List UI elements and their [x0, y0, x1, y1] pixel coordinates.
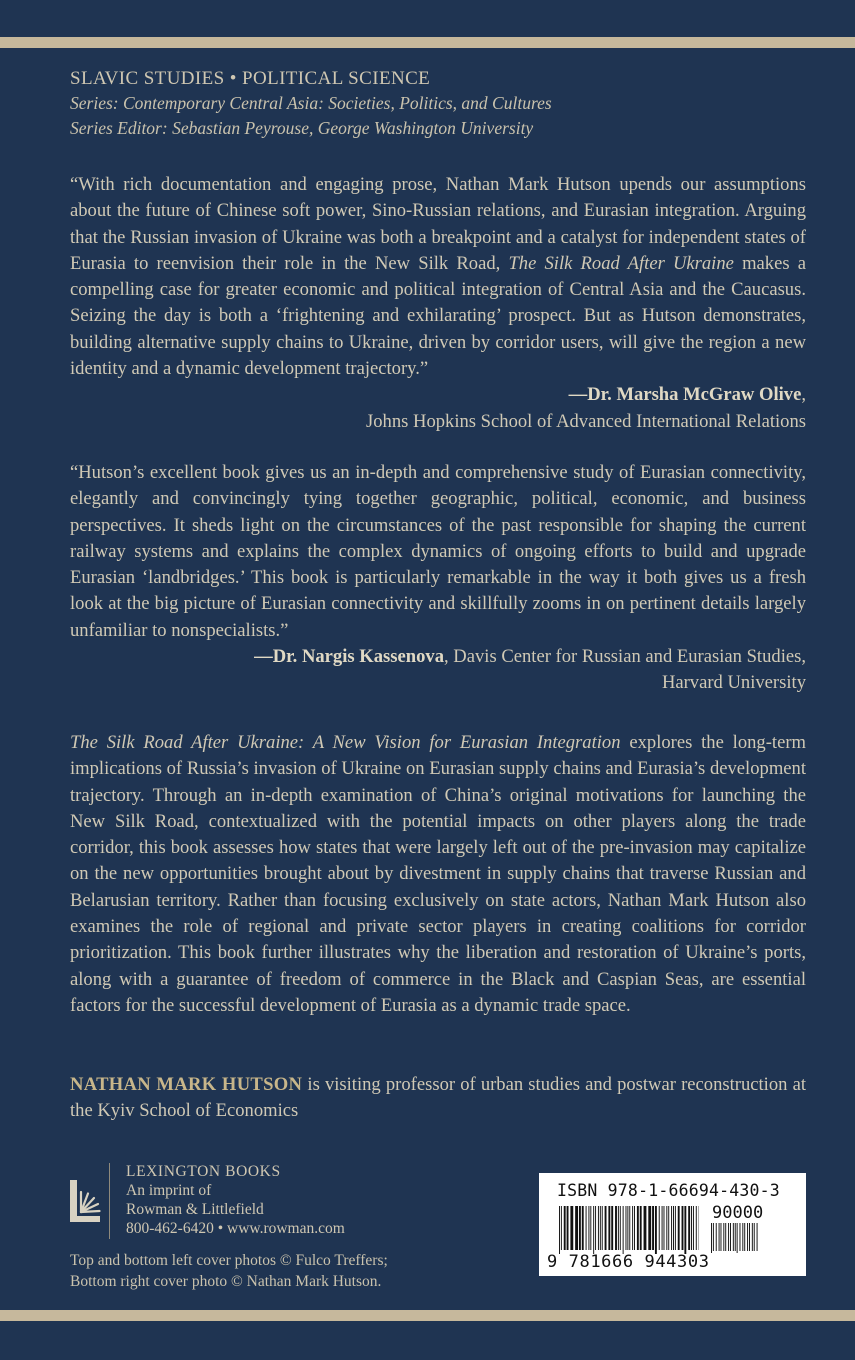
- barcode-bar: [608, 1206, 610, 1250]
- endorsement-1-affiliation: Johns Hopkins School of Advanced International Relations: [366, 410, 806, 432]
- series-editor: Series Editor: Sebastian Peyrouse, George Washington University: [70, 118, 534, 138]
- book-description: [70, 730, 806, 1019]
- barcode-bar: [575, 1206, 578, 1250]
- barcode-bar: [627, 1206, 628, 1250]
- barcode-bar: [725, 1223, 726, 1251]
- barcode-bar: [664, 1206, 665, 1250]
- barcode-bar: [688, 1206, 690, 1250]
- barcode-bar: [721, 1223, 722, 1251]
- lexington-sunburst-logo-icon: [68, 1178, 102, 1224]
- barcode-bar: [682, 1206, 684, 1250]
- barcode-bar: [740, 1223, 741, 1251]
- barcode-bar: [735, 1223, 736, 1251]
- barcode-bar: [652, 1206, 654, 1250]
- barcode-bar: [588, 1206, 589, 1250]
- barcode-bar: [600, 1206, 601, 1250]
- barcode-bar: [590, 1206, 591, 1250]
- description-text: explores the long-term implications of Russia’s invasion of Ukraine on Eurasian supply chains and Eurasia’s development trajectory. Through an in-depth examination of China’s original motivations for launching the New Silk Road, contextualized with the potential impacts on other players along the trade corridor, this book assesses how states that were largely left out of the pre-invasion may capitalize on the new opportunities brought about by divestment in supply chains that traverse Russian and Belarusian territory. Rather than focusing exclusively on state actors, Nathan Mark Hutson also examines the role of regional and private sector players in creating coalitions for corridor prioritization. This book further illustrates why the liberation and restoration of Ukraine’s ports, along with a guarantee of freedom of commerce in the Black and Caspian Seas, are essential factors for the successful development of Eurasia as a dynamic trade space.: [70, 732, 806, 1016]
- publisher-info: [126, 1162, 345, 1238]
- barcode-bar: [693, 1206, 694, 1250]
- barcode-bar: [719, 1223, 720, 1251]
- price-code: 90000: [712, 1203, 764, 1223]
- barcode-bar: [678, 1206, 680, 1250]
- endorsement-1-author: —Dr. Marsha McGraw Olive,: [568, 384, 806, 406]
- barcode-bar: [662, 1206, 663, 1250]
- barcode-bar: [615, 1206, 617, 1250]
- barcode-bar: [747, 1223, 748, 1251]
- publisher-divider: [109, 1163, 110, 1239]
- endorsement-1-text: “With rich documentation and engaging prose, Nathan Mark Hutson upends our assumptions about the future of Chinese soft power, Sino-Russian relations, and Eurasian integration. Arguing that the Russian invasion of Ukraine was both a breakpoint and a catalyst for independent states of Eurasia to reenvision their role in the New Silk Road, The Silk Road After Ukraine makes a compelling case for greater economic and political integration of Central Asia and the Caucasus. Seizing the day is both a ‘frightening and exhilarating’ prospect. But as Hutson demonstrates, building alternative supply chains to Ukraine, driven by corridor users, will give the region a new identity and a dynamic development trajectory.”: [70, 174, 806, 380]
- barcode-bar: [648, 1206, 651, 1250]
- barcode-bar: [668, 1206, 669, 1250]
- author-bio-text: is visiting professor of urban studies and postwar reconstruction at the Kyiv School of Economics: [70, 1074, 806, 1122]
- barcode-bar: [626, 1206, 627, 1250]
- barcode-bar: [632, 1206, 633, 1250]
- book-full-title: The Silk Road After Ukraine: A New Vision for Eurasian Integration: [70, 732, 621, 753]
- barcode-bar: [752, 1223, 753, 1251]
- barcode-bar: [567, 1206, 569, 1250]
- barcode-bar: [570, 1206, 573, 1250]
- barcode-bar: [742, 1223, 743, 1251]
- barcode-bar: [595, 1206, 596, 1250]
- cover-header: [70, 67, 810, 141]
- endorsement-2: [70, 460, 806, 697]
- barcode-bar: [749, 1223, 750, 1251]
- publisher-contact: 800-462-6420 • www.rowman.com: [126, 1220, 345, 1237]
- endorsement-2-author: —Dr. Nargis Kassenova, Davis Center for Russian and Eurasian Studies,: [254, 646, 806, 668]
- barcode-bar: [602, 1206, 603, 1250]
- barcode-bar: [675, 1206, 676, 1250]
- barcode-bar: [684, 1206, 686, 1254]
- bottom-border-band: [0, 1310, 855, 1321]
- isbn-number: ISBN 978-1-66694-430-3: [557, 1181, 780, 1200]
- barcode-bar: [611, 1206, 613, 1250]
- top-border-band: [0, 37, 855, 48]
- ean-digits: 9 781666 944303: [547, 1252, 710, 1272]
- barcode-bar: [711, 1223, 712, 1253]
- barcode-bar: [671, 1206, 672, 1250]
- barcode-bar: [586, 1206, 587, 1250]
- barcode-bar: [696, 1206, 697, 1250]
- barcode-bar: [737, 1223, 738, 1253]
- barcode-bar: [716, 1223, 717, 1251]
- barcode-bar: [673, 1206, 674, 1250]
- barcode-bar: [564, 1206, 566, 1250]
- barcode-bar: [634, 1206, 635, 1250]
- barcode-bar: [744, 1223, 745, 1251]
- publisher-imprint-line: An imprint of: [126, 1182, 212, 1199]
- barcode-bar: [605, 1206, 607, 1250]
- barcode-bar: [593, 1206, 594, 1254]
- price-barcode-bars: [711, 1223, 781, 1253]
- barcode-bar: [640, 1206, 642, 1250]
- endorsement-2-text: “Hutson’s excellent book gives us an in-depth and comprehensive study of Eurasian connectivity, elegantly and convincingly tying together geographic, political, economic, and business perspectives. It sheds light on the circumstances of the past responsible for shaping the current railway systems and explains the complex dynamics of ongoing efforts to build and upgrade Eurasian ‘landbridges.’ This book is particularly remarkable in the way it both gives us a fresh look at the big picture of Eurasian connectivity and skillfully zooms in on pertinent details largely unfamiliar to nonspecialists.”: [70, 462, 806, 641]
- barcode-bar: [644, 1206, 647, 1250]
- isbn-barcode: [539, 1173, 806, 1276]
- barcode-bar: [579, 1206, 581, 1250]
- series-title: Series: Contemporary Central Asia: Societies, Politics, and Cultures: [70, 93, 552, 113]
- endorsement-1: [70, 172, 806, 435]
- barcode-bar: [559, 1206, 560, 1254]
- barcode-bar: [598, 1206, 599, 1250]
- author-name: NATHAN MARK HUTSON: [70, 1074, 303, 1095]
- barcode-bar: [757, 1223, 758, 1251]
- barcode-bar: [691, 1206, 692, 1250]
- barcode-bar: [582, 1206, 584, 1250]
- barcode-bar: [637, 1206, 639, 1250]
- subject-category: SLAVIC STUDIES • POLITICAL SCIENCE: [70, 68, 431, 89]
- barcode-bar: [713, 1223, 714, 1251]
- barcode-bar: [618, 1206, 619, 1250]
- barcode-bar: [561, 1206, 562, 1250]
- barcode-bar: [620, 1206, 621, 1250]
- barcode-bar: [730, 1223, 731, 1251]
- publisher-name: LEXINGTON BOOKS: [126, 1163, 281, 1180]
- barcode-bar: [629, 1206, 630, 1250]
- barcode-bar: [733, 1223, 734, 1251]
- ean-barcode-bars: [559, 1206, 699, 1254]
- publisher-parent: Rowman & Littlefield: [126, 1201, 264, 1218]
- photo-credits: Top and bottom left cover photos © Fulco Treffers; Bottom right cover photo © Nathan Mark Hutson.: [70, 1252, 388, 1290]
- barcode-bar: [728, 1223, 729, 1251]
- author-bio: [70, 1072, 806, 1125]
- barcode-bar: [754, 1223, 755, 1251]
- barcode-bar: [666, 1206, 667, 1250]
- barcode-bar: [655, 1206, 657, 1254]
- endorsement-2-affiliation: Harvard University: [661, 672, 806, 694]
- barcode-bar: [659, 1206, 660, 1250]
- barcode-bar: [723, 1223, 724, 1251]
- book-title-ref: The Silk Road After Ukraine: [508, 252, 734, 274]
- barcode-bar: [623, 1206, 624, 1254]
